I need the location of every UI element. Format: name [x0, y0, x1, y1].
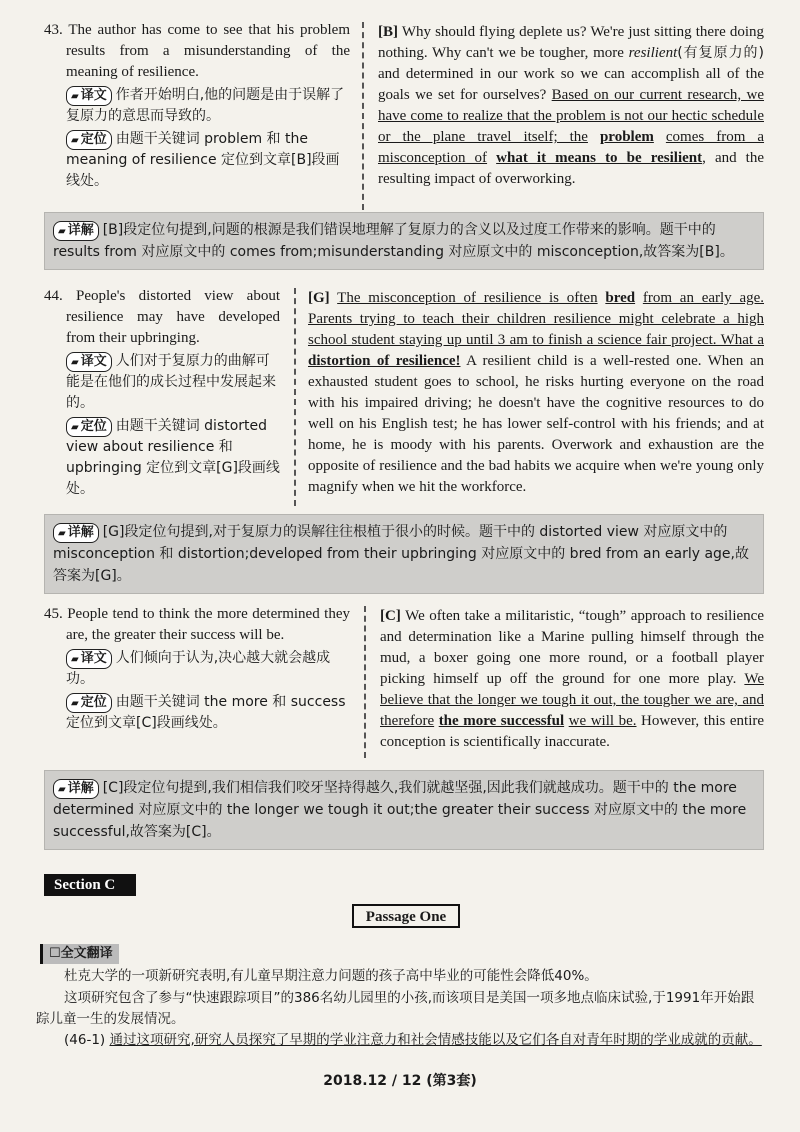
translation-tag: ▰ 译文 — [66, 352, 112, 372]
q45-explanation: ▰ 详解 [C]段定位句提到,我们相信我们咬牙坚持得越久,我们就越坚强,因此我们就越成功。题干中的 the more determined 对应原文中的 the longer we tough it out;the greater their success 对应原文中的 the more successful,故答案为[C]。 — [44, 770, 764, 850]
explain-tag: ▰ 详解 — [53, 221, 99, 241]
checkbox-icon: ☐ — [49, 946, 61, 961]
page-footer: 2018.12 / 12 (第3套) — [323, 1073, 477, 1089]
column-divider — [294, 288, 296, 506]
book-icon: ▰ — [71, 422, 79, 433]
book-icon: ▰ — [58, 784, 66, 795]
column-divider — [362, 22, 364, 210]
q43-explanation: ▰ 详解 [B]段定位句提到,问题的根源是我们错误地理解了复原力的含义以及过度工作带来的影响。题干中的 results from 对应原文中的 comes from;misunderstanding 对应原文中的 misconception,故答案为[B]。 — [44, 212, 764, 270]
column-divider — [364, 606, 366, 758]
locate-text: 由题干关键词 the more 和 success 定位到文章[C]段画线处。 — [66, 694, 346, 731]
question-number: 44. — [44, 288, 63, 304]
question-stem: The author has come to see that his problem results from a misunderstanding of the meaning of resilience. — [66, 22, 350, 80]
locate-tag: ▰ 定位 — [66, 417, 112, 437]
underlined-translation: 通过这项研究,研究人员探究了早期的学业注意力和社会情感技能以及它们各自对青年时期的学业成就的贡献。 — [109, 1032, 762, 1048]
paragraph-tag: [C] — [380, 608, 401, 624]
book-icon: ▰ — [58, 226, 66, 237]
full-translation-tag: ☐全文翻译 — [40, 944, 119, 964]
q45-left — [44, 604, 350, 734]
q43-paragraph: [B] Why should flying deplete us? We're just sitting there doing nothing. Why can't we be tougher, more resilient(有复原力的) and determined in our work so we can accomplish all of the goals we set for ourselves? Based on our current research, we have come to realize that the problem is not our hectic schedule or the plane travel itself; the problem comes from a misconception of what it means to be resilient, and the resulting impact of overworking. — [378, 24, 765, 187]
question-number: 43. — [44, 22, 63, 38]
translation-tag: ▰ 译文 — [66, 649, 112, 669]
question-number: 45. — [44, 606, 63, 622]
translation-tag: ▰ 译文 — [66, 86, 112, 106]
q44-left — [44, 286, 280, 500]
translation-para-3 — [36, 1030, 766, 1051]
q45-paragraph: [C] We often take a militaristic, “tough” approach to resilience and determination like a Marine pulling himself through the mud, a boxer going one more round, or a football player picking himself up off the ground for one more play. We believe that the longer we tough it out, the tougher we are, and therefore the more successful we will be. However, this entire conception is scientifically inaccurate. — [380, 608, 765, 750]
book-icon: ▰ — [58, 528, 66, 539]
paragraph-tag: [G] — [308, 290, 330, 306]
book-icon: ▰ — [71, 654, 79, 665]
explain-tag: ▰ 详解 — [53, 523, 99, 543]
question-stem: People tend to think the more determined they are, the greater their success will be. — [66, 606, 350, 643]
question-stem: People's distorted view about resilience may have developed from their upbringing. — [66, 288, 281, 346]
locate-text: 由题干关键词 distorted view about resilience 和 upbringing 定位到文章[G]段画线处。 — [66, 418, 280, 497]
passage-title: Passage One — [352, 904, 460, 928]
locate-tag: ▰ 定位 — [66, 130, 112, 150]
book-icon: ▰ — [71, 135, 79, 146]
paragraph-tag: [B] — [378, 24, 398, 40]
book-icon: ▰ — [71, 698, 79, 709]
translation-para-2: 这项研究包含了参与“快速跟踪项目”的386名幼儿园里的小孩,而该项目是美国一项多地点临床试验,于1991年开始跟踪儿童一生的发展情况。 — [36, 990, 755, 1027]
section-heading: Section C — [44, 874, 136, 896]
translation-text: 人们对于复原力的曲解可能是在他们的成长过程中发展起来的。 — [66, 353, 276, 411]
locate-tag: ▰ 定位 — [66, 693, 112, 713]
question-ref: (46-1) — [64, 1032, 106, 1048]
explain-tag: ▰ 详解 — [53, 779, 99, 799]
q43-left — [44, 20, 350, 192]
book-icon: ▰ — [71, 91, 79, 102]
locate-text: 由题干关键词 problem 和 the meaning of resilience 定位到文章[B]段画线处。 — [66, 131, 340, 189]
translation-text: 人们倾向于认为,决心越大就会越成功。 — [66, 650, 331, 687]
q44-explanation: ▰ 详解 [G]段定位句提到,对于复原力的误解往往根植于很小的时候。题干中的 distorted view 对应原文中的 misconception 和 distortion;developed from their upbringing 对应原文中的 bred from an early age,故答案为[G]。 — [44, 514, 764, 594]
book-icon: ▰ — [71, 357, 79, 368]
translation-text: 作者开始明白,他的问题是由于误解了复原力的意思而导致的。 — [66, 87, 345, 124]
q44-paragraph: [G] The misconception of resilience is often bred from an early age. Parents trying to teach their children resilience might celebrate a high school student staying up until 3 am to finish a science fair project. What a distortion of resilience! A resilient child is a well-rested one. When an exhausted student goes to school, he risks hurting everyone on the road with his impaired driving; he doesn't have the cognitive resources to do well on his English test; he has lower self-control with his friends; and at home, he is moody with his parents. Overwork and exhaustion are the opposite of resilience and the bad habits we acquire when we're young only magnify when we hit the workforce. — [308, 290, 765, 495]
translation-para-1: 杜克大学的一项新研究表明,有儿童早期注意力问题的孩子高中毕业的可能性会降低40%。 — [64, 968, 598, 984]
